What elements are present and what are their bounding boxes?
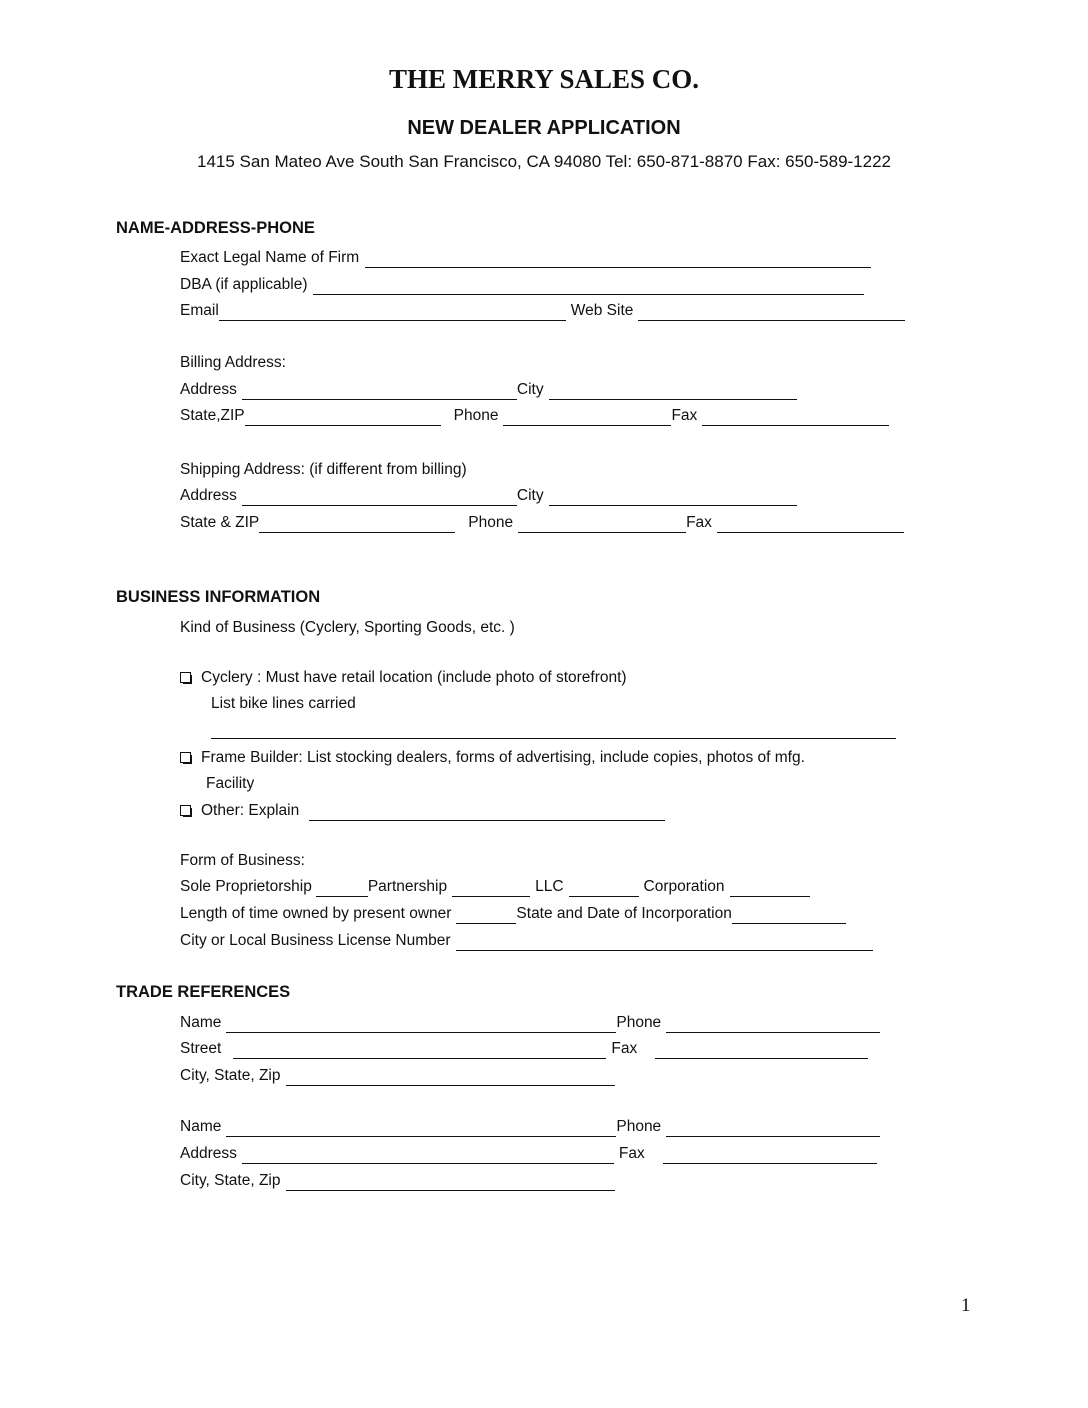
ref2-address-label: Address <box>180 1145 237 1162</box>
license-label: City or Local Business License Number <box>180 932 451 949</box>
state-date-incorporation-label: State and Date of Incorporation <box>516 905 732 922</box>
frame-builder-label: Frame Builder: List stocking dealers, forms of advertising, include copies, photos of mfg. <box>201 749 805 766</box>
website-field[interactable] <box>638 306 905 321</box>
shipping-address-label: Address <box>180 487 237 504</box>
length-owned-label: Length of time owned by present owner <box>180 905 452 922</box>
email-label: Email <box>180 302 219 319</box>
billing-fax-label: Fax <box>671 407 698 424</box>
length-owned-field[interactable] <box>456 909 516 924</box>
ref1-fax-field[interactable] <box>655 1044 868 1059</box>
legal-name-row <box>180 248 871 268</box>
shipping-fax-label: Fax <box>686 514 712 531</box>
shipping-phone-label: Phone <box>468 514 514 531</box>
ref1-city-row <box>180 1066 615 1086</box>
section-name-address-phone: NAME-ADDRESS-PHONE <box>116 219 315 237</box>
billing-phone-label: Phone <box>453 407 499 424</box>
ref2-city-row <box>180 1171 615 1191</box>
partnership-label: Partnership <box>367 878 448 895</box>
ref2-name-field[interactable] <box>226 1122 616 1137</box>
email-field[interactable] <box>219 306 566 321</box>
billing-state-zip-field[interactable] <box>245 411 441 426</box>
ref1-name-label: Name <box>180 1014 222 1031</box>
billing-phone-field[interactable] <box>503 411 671 426</box>
license-field[interactable] <box>456 936 873 951</box>
shipping-city-label: City <box>516 487 544 504</box>
ref1-name-row <box>180 1013 880 1033</box>
kind-of-business: Kind of Business (Cyclery, Sporting Goods, etc. ) <box>180 619 515 636</box>
cyclery-checkbox-icon[interactable] <box>180 672 191 683</box>
cyclery-label: Cyclery : Must have retail location (include photo of storefront) <box>201 669 627 686</box>
ref2-city-state-zip-label: City, State, Zip <box>180 1172 281 1189</box>
shipping-phone-field[interactable] <box>518 518 686 533</box>
ref1-street-label: Street <box>180 1040 222 1057</box>
billing-address-label: Address <box>180 381 237 398</box>
other-field[interactable] <box>309 806 665 821</box>
cyclery-row <box>180 668 627 688</box>
shipping-city-field[interactable] <box>549 491 797 506</box>
ref1-name-field[interactable] <box>226 1018 616 1033</box>
bike-lines-field[interactable] <box>211 724 896 739</box>
legal-name-label: Exact Legal Name of Firm <box>180 249 360 266</box>
frame-builder-row <box>180 748 805 768</box>
section-trade-references: TRADE REFERENCES <box>116 983 291 1001</box>
shipping-state-row <box>180 513 904 533</box>
ref2-phone-label: Phone <box>616 1118 662 1135</box>
ref2-city-state-zip-field[interactable] <box>286 1176 615 1191</box>
ref2-name-label: Name <box>180 1118 222 1135</box>
other-row <box>180 801 665 821</box>
shipping-state-zip-field[interactable] <box>259 518 455 533</box>
dba-label: DBA (if applicable) <box>180 276 308 293</box>
form-of-business-heading: Form of Business: <box>180 852 305 869</box>
billing-address-field[interactable] <box>242 385 517 400</box>
ref2-fax-label: Fax <box>618 1145 645 1162</box>
ref2-name-row <box>180 1117 880 1137</box>
business-type-row <box>180 877 810 897</box>
sole-proprietorship-field[interactable] <box>316 882 368 897</box>
dba-row <box>180 275 864 295</box>
ref2-phone-field[interactable] <box>666 1122 880 1137</box>
shipping-fax-field[interactable] <box>717 518 904 533</box>
corporation-field[interactable] <box>730 882 810 897</box>
billing-address-row <box>180 380 797 400</box>
ref2-fax-field[interactable] <box>663 1149 877 1164</box>
frame-builder-checkbox-icon[interactable] <box>180 752 191 763</box>
legal-name-field[interactable] <box>365 253 871 268</box>
company-contact: 1415 San Mateo Ave South San Francisco, CA 94080 Tel: 650-871-8870 Fax: 650-589-1222 <box>196 152 892 171</box>
other-label: Other: Explain <box>201 802 300 819</box>
llc-label: LLC <box>535 878 564 895</box>
page-number: 1 <box>961 1295 971 1316</box>
other-checkbox-icon[interactable] <box>180 805 191 816</box>
billing-heading: Billing Address: <box>180 354 286 371</box>
ref1-phone-field[interactable] <box>666 1018 880 1033</box>
llc-field[interactable] <box>569 882 639 897</box>
billing-state-row <box>180 406 889 426</box>
billing-city-label: City <box>516 381 544 398</box>
ref1-street-row <box>180 1039 868 1059</box>
ref1-street-field[interactable] <box>233 1044 606 1059</box>
ref2-address-field[interactable] <box>242 1149 614 1164</box>
partnership-field[interactable] <box>452 882 530 897</box>
section-business-information: BUSINESS INFORMATION <box>116 588 321 606</box>
facility-label: Facility <box>206 775 255 792</box>
ref1-phone-label: Phone <box>616 1014 662 1031</box>
state-date-incorporation-field[interactable] <box>732 909 846 924</box>
company-name: THE MERRY SALES CO. <box>388 64 700 94</box>
shipping-heading: Shipping Address: (if different from billing) <box>180 461 467 478</box>
ref2-address-row <box>180 1144 877 1164</box>
website-label: Web Site <box>570 302 634 319</box>
corporation-label: Corporation <box>643 878 725 895</box>
form-title: NEW DEALER APPLICATION <box>407 117 681 139</box>
ownership-row <box>180 904 846 924</box>
shipping-address-field[interactable] <box>242 491 517 506</box>
ref1-city-state-zip-label: City, State, Zip <box>180 1067 281 1084</box>
ref1-city-state-zip-field[interactable] <box>286 1071 615 1086</box>
sole-proprietorship-label: Sole Proprietorship <box>180 878 312 895</box>
billing-state-zip-label: State,ZIP <box>180 407 245 424</box>
shipping-address-row <box>180 486 797 506</box>
ref1-fax-label: Fax <box>611 1040 638 1057</box>
dba-field[interactable] <box>313 280 864 295</box>
license-row <box>180 931 873 951</box>
billing-city-field[interactable] <box>549 385 797 400</box>
billing-fax-field[interactable] <box>702 411 889 426</box>
email-row <box>180 301 905 321</box>
shipping-state-zip-label: State & ZIP <box>180 514 260 531</box>
bike-lines-label: List bike lines carried <box>211 695 356 712</box>
